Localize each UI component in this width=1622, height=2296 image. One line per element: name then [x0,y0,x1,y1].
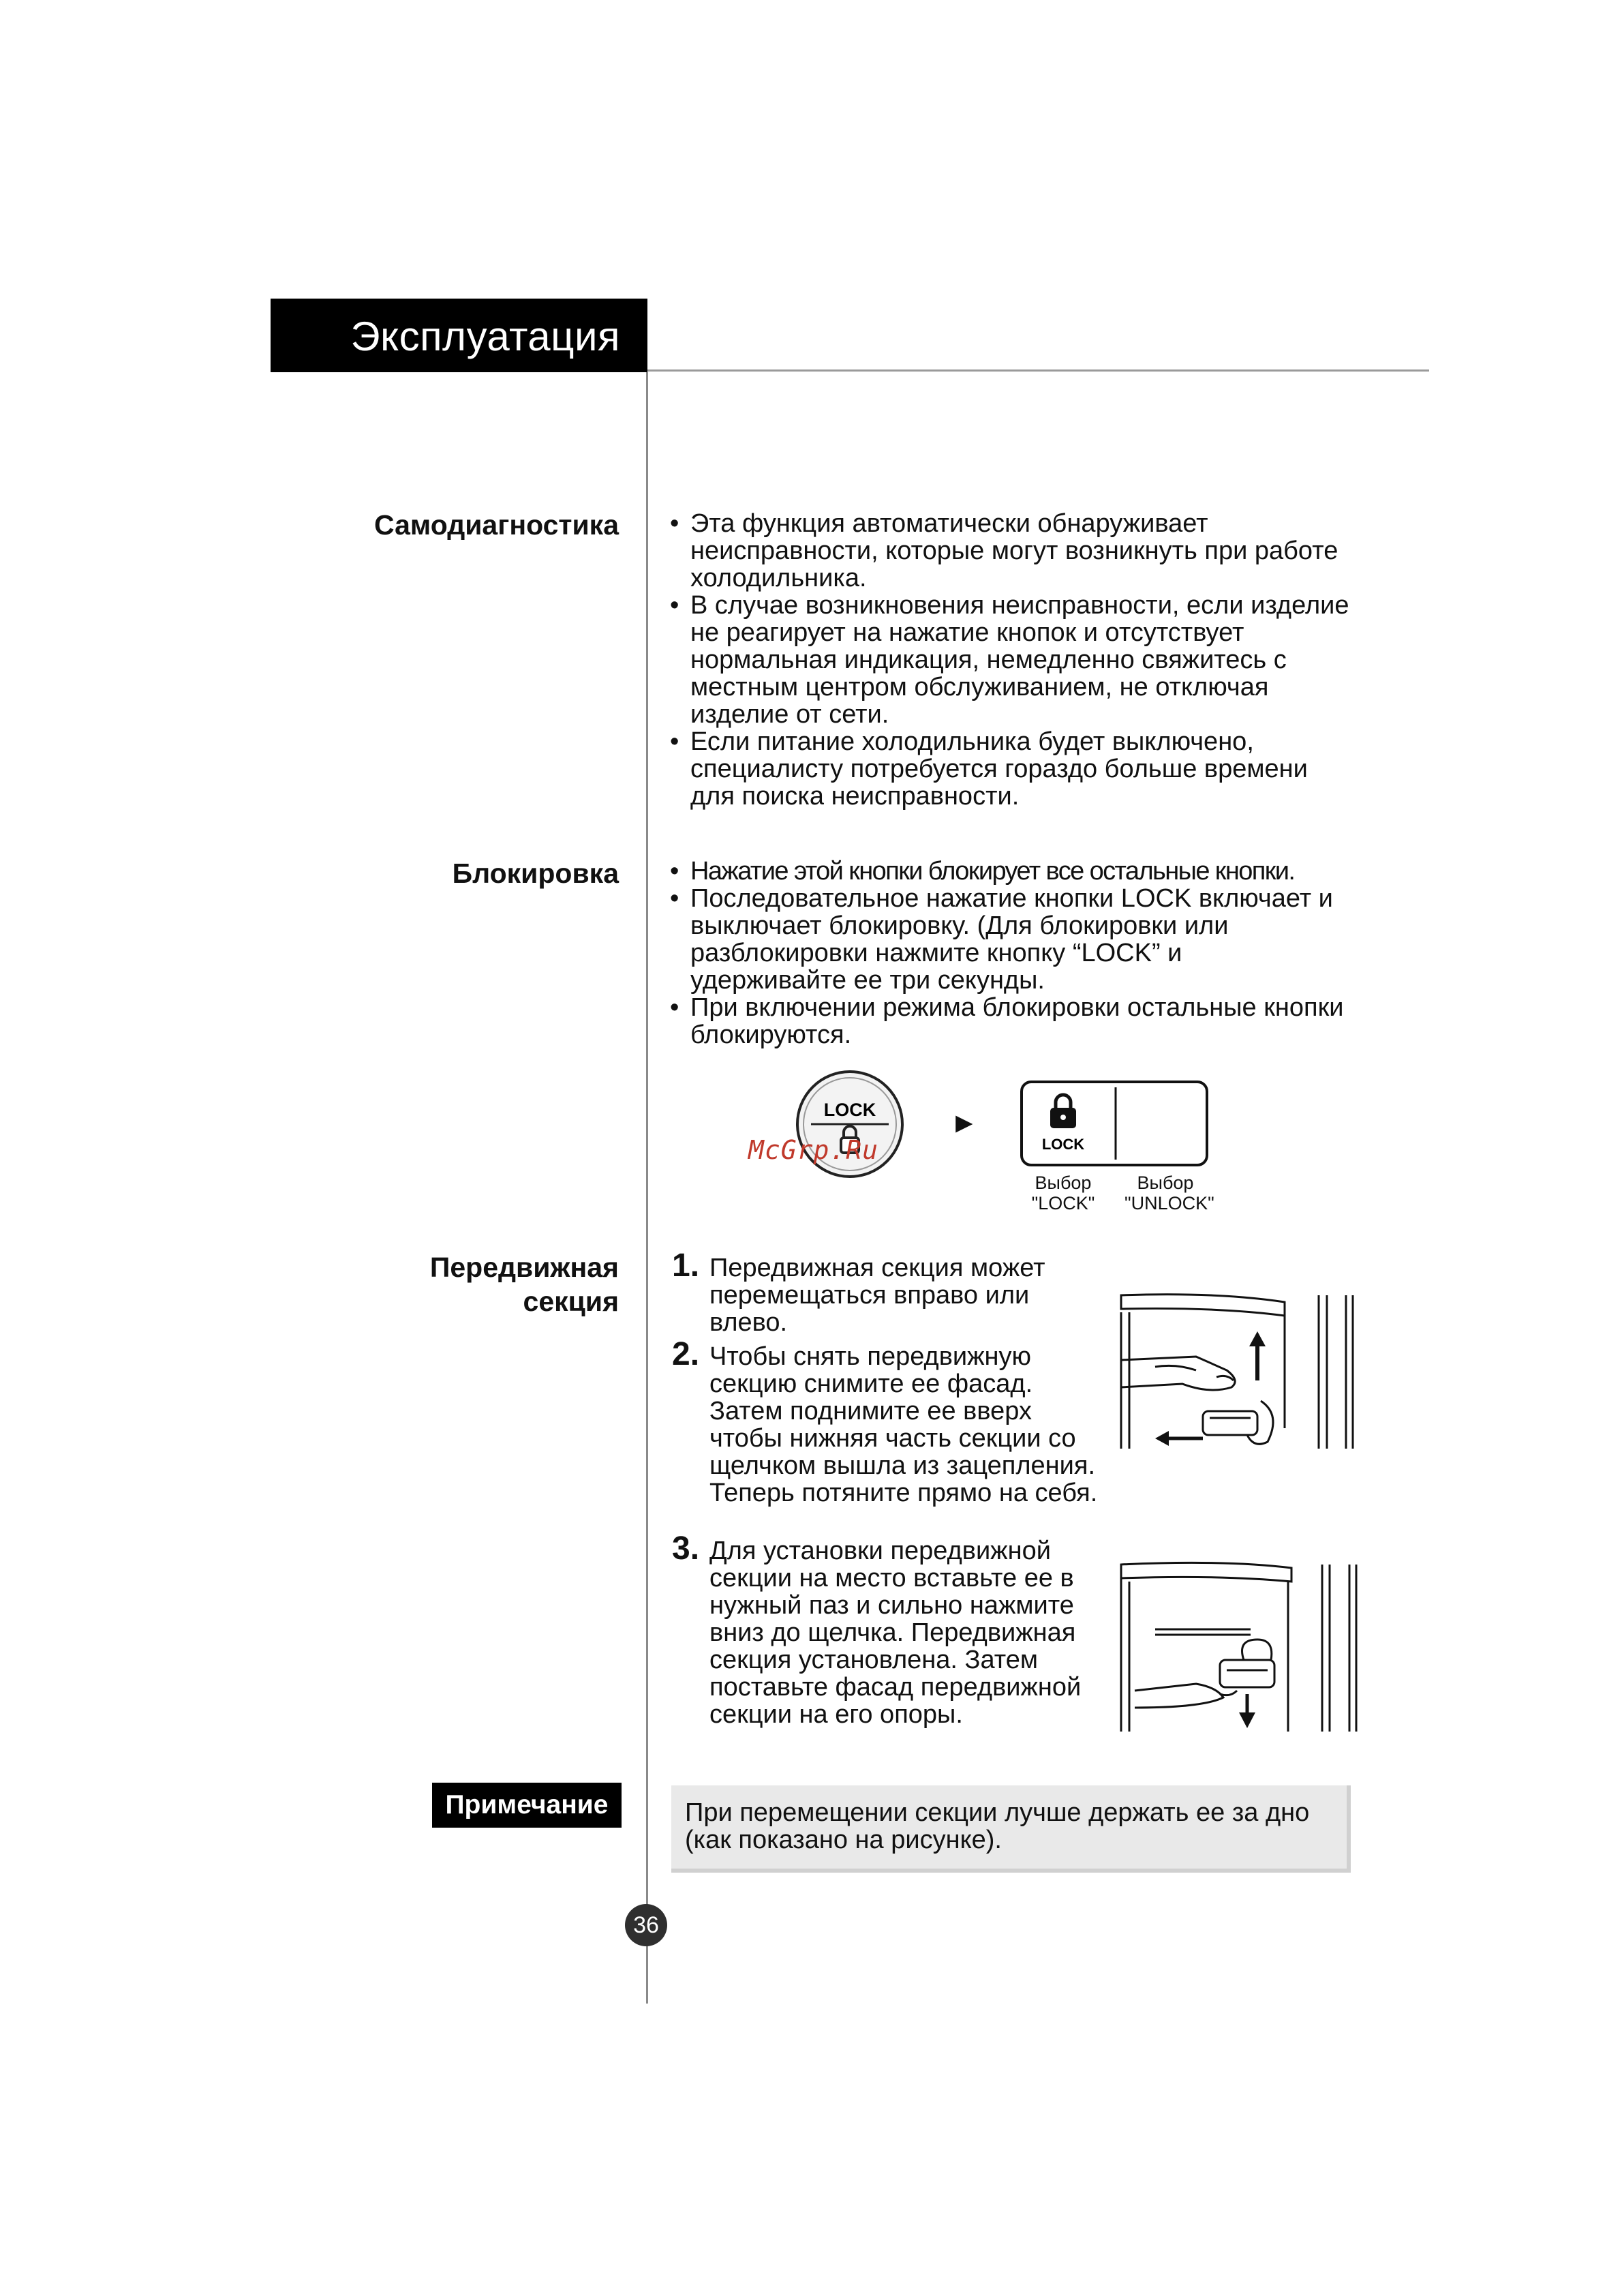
step-item: 3. Для установки передвижной секции на место вставьте ее в нужный паз и сильно нажмите вниз до щелчка. Передвижная секция установлена. Затем поставьте фасад передвижной секции на его опоры. [672,1530,1082,1729]
section-title-self-diagnosis: Самодиагностика [374,509,619,541]
vertical-divider [646,372,648,2004]
list-item: • Нажатие этой кнопки блокирует все остальные кнопки. [670,858,1345,885]
self-diagnosis-list [670,510,1358,810]
caption-lock: Выбор "LOCK" [1031,1173,1095,1213]
header-bar [271,299,647,372]
section-title-movable: Передвижная секция [429,1252,619,1317]
list-item: • Последовательное нажатие кнопки LOCK включает и выключает блокировку. (Для блокировки или разблокировки нажмите кнопку “LOCK” и удерживайте ее три секунды. [670,885,1345,994]
caption-unlock: Выбор "UNLOCK" [1124,1173,1214,1213]
lock-list [670,858,1345,1048]
remove-section-illustration [1114,1292,1356,1452]
note-label: Примечание [432,1783,622,1828]
list-item: • В случае возникновения неисправности, если изделие не реагирует на нажатие кнопок и отсутствует нормальная индикация, немедленно свяжитесь с местным центром обслуживанием, не отключая изделие от сети. [670,592,1358,728]
step-item: 1. Передвижная секция может перемещаться вправо или влево. [672,1248,1045,1337]
install-section-illustration [1114,1561,1360,1738]
list-item: • Если питание холодильника будет выключено, специалисту потребуется гораздо больше времени для поиска неисправности. [670,728,1358,810]
arrow-up-icon [1249,1331,1266,1380]
section-title-lock: Блокировка [452,858,619,889]
arrow-down-icon [1239,1694,1255,1728]
control-panel-illustration [1019,1079,1211,1169]
lock-button-illustration [791,1067,913,1183]
list-item: • Эта функция автоматически обнаруживает неисправности, которые могут возникнуть при работе холодильника. [670,510,1358,592]
list-item: • При включении режима блокировки остальные кнопки блокируются. [670,994,1345,1048]
arrow-right-icon: ► [950,1106,979,1138]
page-title: Эксплуатация [350,314,620,359]
watermark: McGrp.Ru [748,1135,879,1165]
note-box [671,1785,1351,1873]
arrow-left-icon [1155,1431,1203,1446]
note-text: При перемещении секции лучше держать ее за дно (как показано на рисунке). [685,1798,1310,1854]
header-rule [647,369,1429,372]
panel-lock-label: LOCK [1041,1136,1085,1153]
step-item: 2. Чтобы снять передвижную секцию снимите ее фасад. Затем поднимите ее вверх чтобы нижняя часть секции со щелчком вышла из зацепления. Теперь потяните прямо на себя. [672,1336,1098,1507]
lock-button-label: LOCK [823,1100,876,1120]
movable-steps [670,1248,1106,1729]
page-number: 36 [625,1904,667,1946]
